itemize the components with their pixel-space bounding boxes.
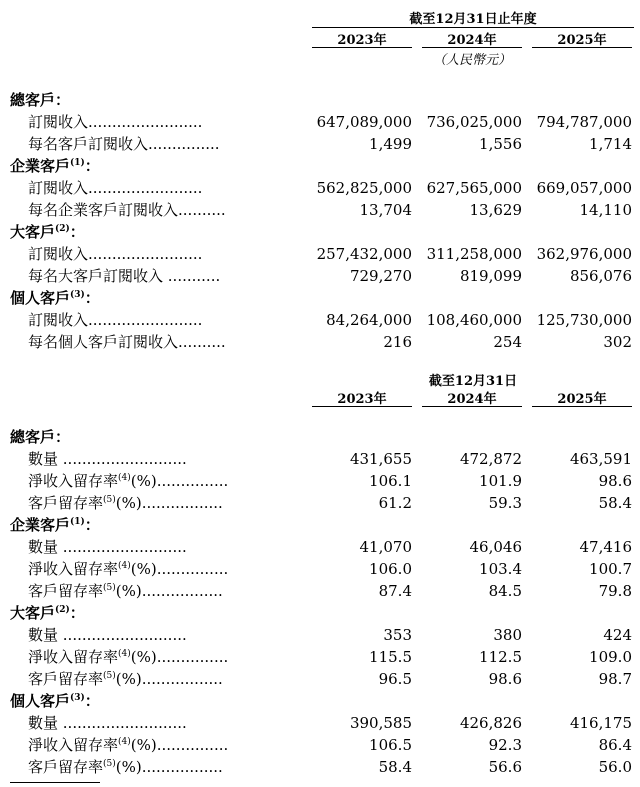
value-2023: 58.4 (378, 758, 412, 776)
value-2024: 819,099 (459, 267, 522, 285)
value-2025: 79.8 (598, 582, 632, 600)
table1-year-2025: 2025年 (557, 33, 607, 48)
table-row (0, 646, 640, 668)
table-row (0, 558, 640, 580)
group-title: 個人客戶$^{(3)}$： (10, 289, 100, 307)
table-row (0, 668, 640, 690)
table-row (0, 580, 640, 602)
table2-year-2024: 2024年 (447, 392, 497, 407)
value-2024: 46,046 (469, 538, 522, 556)
value-2023: 106.0 (369, 560, 412, 578)
row-label: 數量 .......................... (28, 450, 187, 468)
value-2024: 254 (493, 333, 522, 351)
table-row (0, 199, 640, 221)
value-2023: 353 (383, 626, 412, 644)
value-2024: 627,565,000 (426, 179, 522, 197)
value-2024: 311,258,000 (426, 245, 522, 263)
value-2024: 736,025,000 (426, 113, 522, 131)
table-row (0, 624, 640, 646)
table2-period-header: 截至12月31日 (428, 374, 518, 389)
value-2025: 794,787,000 (536, 113, 632, 131)
value-2024: 108,460,000 (426, 311, 522, 329)
value-2025: 362,976,000 (536, 245, 632, 263)
value-2023: 257,432,000 (316, 245, 412, 263)
value-2023: 13,704 (359, 201, 412, 219)
footnote-rule (10, 782, 100, 783)
row-label: 訂閱收入........................ (28, 245, 203, 263)
table-row (0, 470, 640, 492)
value-2025: 100.7 (589, 560, 632, 578)
group-title: 總客戶： (10, 428, 71, 446)
table1-period-rule (312, 27, 634, 28)
value-2025: 424 (603, 626, 632, 644)
group-header (0, 221, 640, 243)
value-2024: 112.5 (479, 648, 522, 666)
value-2025: 669,057,000 (536, 179, 632, 197)
table2-year-2025: 2025年 (557, 392, 607, 407)
table1-year-rule (532, 47, 632, 48)
table-row (0, 309, 640, 331)
value-2025: 463,591 (569, 450, 632, 468)
row-label: 數量 .......................... (28, 714, 187, 732)
group-title: 企業客戶$^{(1)}$： (10, 516, 100, 534)
table-row (0, 243, 640, 265)
row-label: 每名個人客戶訂閱收入.......... (28, 333, 226, 351)
row-label: 客戶留存率$^{(5)}$(%)................. (28, 494, 223, 512)
value-2023: 562,825,000 (316, 179, 412, 197)
value-2025: 56.0 (598, 758, 632, 776)
row-label: 客戶留存率$^{(5)}$(%)................. (28, 758, 223, 776)
value-2023: 1,499 (369, 135, 412, 153)
group-title: 企業客戶$^{(1)}$： (10, 157, 100, 175)
value-2023: 87.4 (378, 582, 412, 600)
table1-unit: （人民幣元） (432, 53, 511, 68)
group-header (0, 426, 640, 448)
table1-period-header: 截至12月31日止年度 (409, 12, 537, 27)
value-2025: 856,076 (569, 267, 632, 285)
value-2025: 98.7 (598, 670, 632, 688)
value-2025: 86.4 (598, 736, 632, 754)
row-label: 每名企業客戶訂閱收入.......... (28, 201, 226, 219)
value-2023: 106.1 (369, 472, 412, 490)
row-label: 每名大客戶訂閱收入 ........... (28, 267, 221, 285)
table2-year-rule (422, 406, 522, 407)
value-2023: 216 (383, 333, 412, 351)
table2-year-rule (532, 406, 632, 407)
row-label: 數量 .......................... (28, 538, 187, 556)
value-2023: 115.5 (369, 648, 412, 666)
table1-year-2024: 2024年 (447, 33, 497, 48)
value-2024: 13,629 (469, 201, 522, 219)
value-2025: 1,714 (589, 135, 632, 153)
value-2024: 101.9 (479, 472, 522, 490)
group-header (0, 155, 640, 177)
value-2024: 472,872 (459, 450, 522, 468)
row-label: 客戶留存率$^{(5)}$(%)................. (28, 582, 223, 600)
value-2023: 390,585 (349, 714, 412, 732)
group-title: 大客戶$^{(2)}$： (10, 604, 85, 622)
row-label: 淨收入留存率$^{(4)}$(%)............... (28, 648, 229, 666)
value-2024: 1,556 (479, 135, 522, 153)
value-2023: 96.5 (378, 670, 412, 688)
table-row (0, 756, 640, 778)
table-row (0, 331, 640, 353)
value-2023: 106.5 (369, 736, 412, 754)
row-label: 淨收入留存率$^{(4)}$(%)............... (28, 472, 229, 490)
value-2024: 56.6 (488, 758, 522, 776)
row-label: 每名客戶訂閱收入............... (28, 135, 220, 153)
table-row (0, 734, 640, 756)
table-row (0, 111, 640, 133)
group-header (0, 89, 640, 111)
value-2024: 103.4 (479, 560, 522, 578)
row-label: 客戶留存率$^{(5)}$(%)................. (28, 670, 223, 688)
group-title: 總客戶： (10, 91, 71, 109)
table-row (0, 133, 640, 155)
value-2025: 125,730,000 (536, 311, 632, 329)
value-2023: 41,070 (359, 538, 412, 556)
group-header (0, 514, 640, 536)
value-2025: 109.0 (589, 648, 632, 666)
table2-year-rule (312, 406, 412, 407)
value-2023: 431,655 (349, 450, 412, 468)
value-2025: 302 (603, 333, 632, 351)
table-row (0, 492, 640, 514)
group-header (0, 690, 640, 712)
value-2024: 92.3 (488, 736, 522, 754)
table-row (0, 177, 640, 199)
value-2025: 416,175 (569, 714, 632, 732)
value-2025: 58.4 (598, 494, 632, 512)
value-2024: 59.3 (488, 494, 522, 512)
group-title: 個人客戶$^{(3)}$： (10, 692, 100, 710)
table-row (0, 448, 640, 470)
row-label: 淨收入留存率$^{(4)}$(%)............... (28, 736, 229, 754)
table1-year-rule (312, 47, 412, 48)
row-label: 數量 .......................... (28, 626, 187, 644)
value-2023: 84,264,000 (326, 311, 412, 329)
row-label: 訂閱收入........................ (28, 113, 203, 131)
value-2024: 98.6 (488, 670, 522, 688)
row-label: 訂閱收入........................ (28, 179, 203, 197)
group-title: 大客戶$^{(2)}$： (10, 223, 85, 241)
group-header (0, 602, 640, 624)
group-header (0, 287, 640, 309)
table-row (0, 712, 640, 734)
table1-year-2023: 2023年 (337, 33, 387, 48)
value-2024: 84.5 (488, 582, 522, 600)
value-2023: 647,089,000 (316, 113, 412, 131)
value-2023: 729,270 (349, 267, 412, 285)
value-2023: 61.2 (378, 494, 412, 512)
table-row (0, 536, 640, 558)
row-label: 訂閱收入........................ (28, 311, 203, 329)
value-2025: 47,416 (579, 538, 632, 556)
value-2025: 98.6 (598, 472, 632, 490)
table-row (0, 265, 640, 287)
value-2025: 14,110 (579, 201, 632, 219)
value-2024: 426,826 (459, 714, 522, 732)
table1-year-rule (422, 47, 522, 48)
table2-year-2023: 2023年 (337, 392, 387, 407)
value-2024: 380 (493, 626, 522, 644)
row-label: 淨收入留存率$^{(4)}$(%)............... (28, 560, 229, 578)
